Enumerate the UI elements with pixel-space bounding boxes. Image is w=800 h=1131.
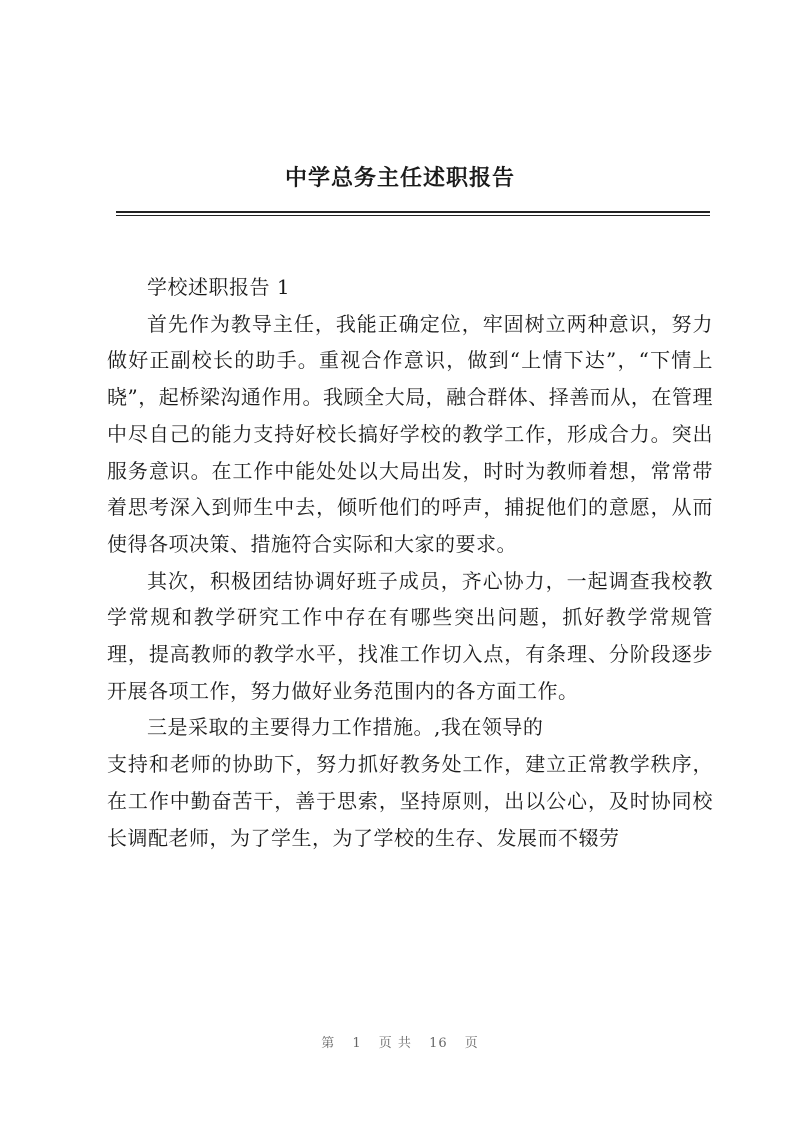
title-divider [116,211,710,213]
section-heading: 学校述职报告 1 [147,275,291,299]
footer-page-suffix: 页 [464,1036,479,1051]
footer-page-number: 1 [352,1036,362,1051]
page-footer [0,1032,800,1051]
document-title: 中学总务主任述职报告 [284,165,515,191]
footer-total-pages: 16 [429,1036,448,1051]
footer-page-label: 第 [321,1036,336,1051]
document-body [107,269,713,856]
title-divider-thin [116,215,710,216]
body-paragraph: 首先作为教导主任，我能正确定位，牢固树立两种意识，努力做好正副校长的助手。重视合作意识，做到“上情下达”，“下情上晓”，起桥梁沟通作用。我顾全大局，融合群体、择善而从，在管理中尽自己的能力支持好校长搞好学校的教学工作，形成合力。突出服务意识。在工作中能处处以大局出发，时时为教师着想，常常带着思考深入到师生中去，倾听他们的呼声，捕捉他们的意愿，从而使得各项决策、措施符合实际和大家的要求。 [107,311,713,556]
footer-page-mid: 页 共 [378,1036,412,1051]
body-paragraph-continued: 支持和老师的协助下，努力抓好教务处工作，建立正常教学秩序，在工作中勤奋苦干，善于思索，坚持原则，出以公心，及时协同校长调配老师，为了学生，为了学校的生存、发展而不辍劳 [107,752,713,850]
body-paragraph: 三是采取的主要得力工作措施。,我在领导的 [147,715,544,740]
body-paragraph: 其次，积极团结协调好班子成员，齐心协力，一起调查我校教学常规和教学研究工作中存在有哪些突出问题，抓好教学常规管理，提高教师的教学水平，找准工作切入点，有条理、分阶段逐步开展各项工作，努力做好业务范围内的各方面工作。 [107,568,713,703]
